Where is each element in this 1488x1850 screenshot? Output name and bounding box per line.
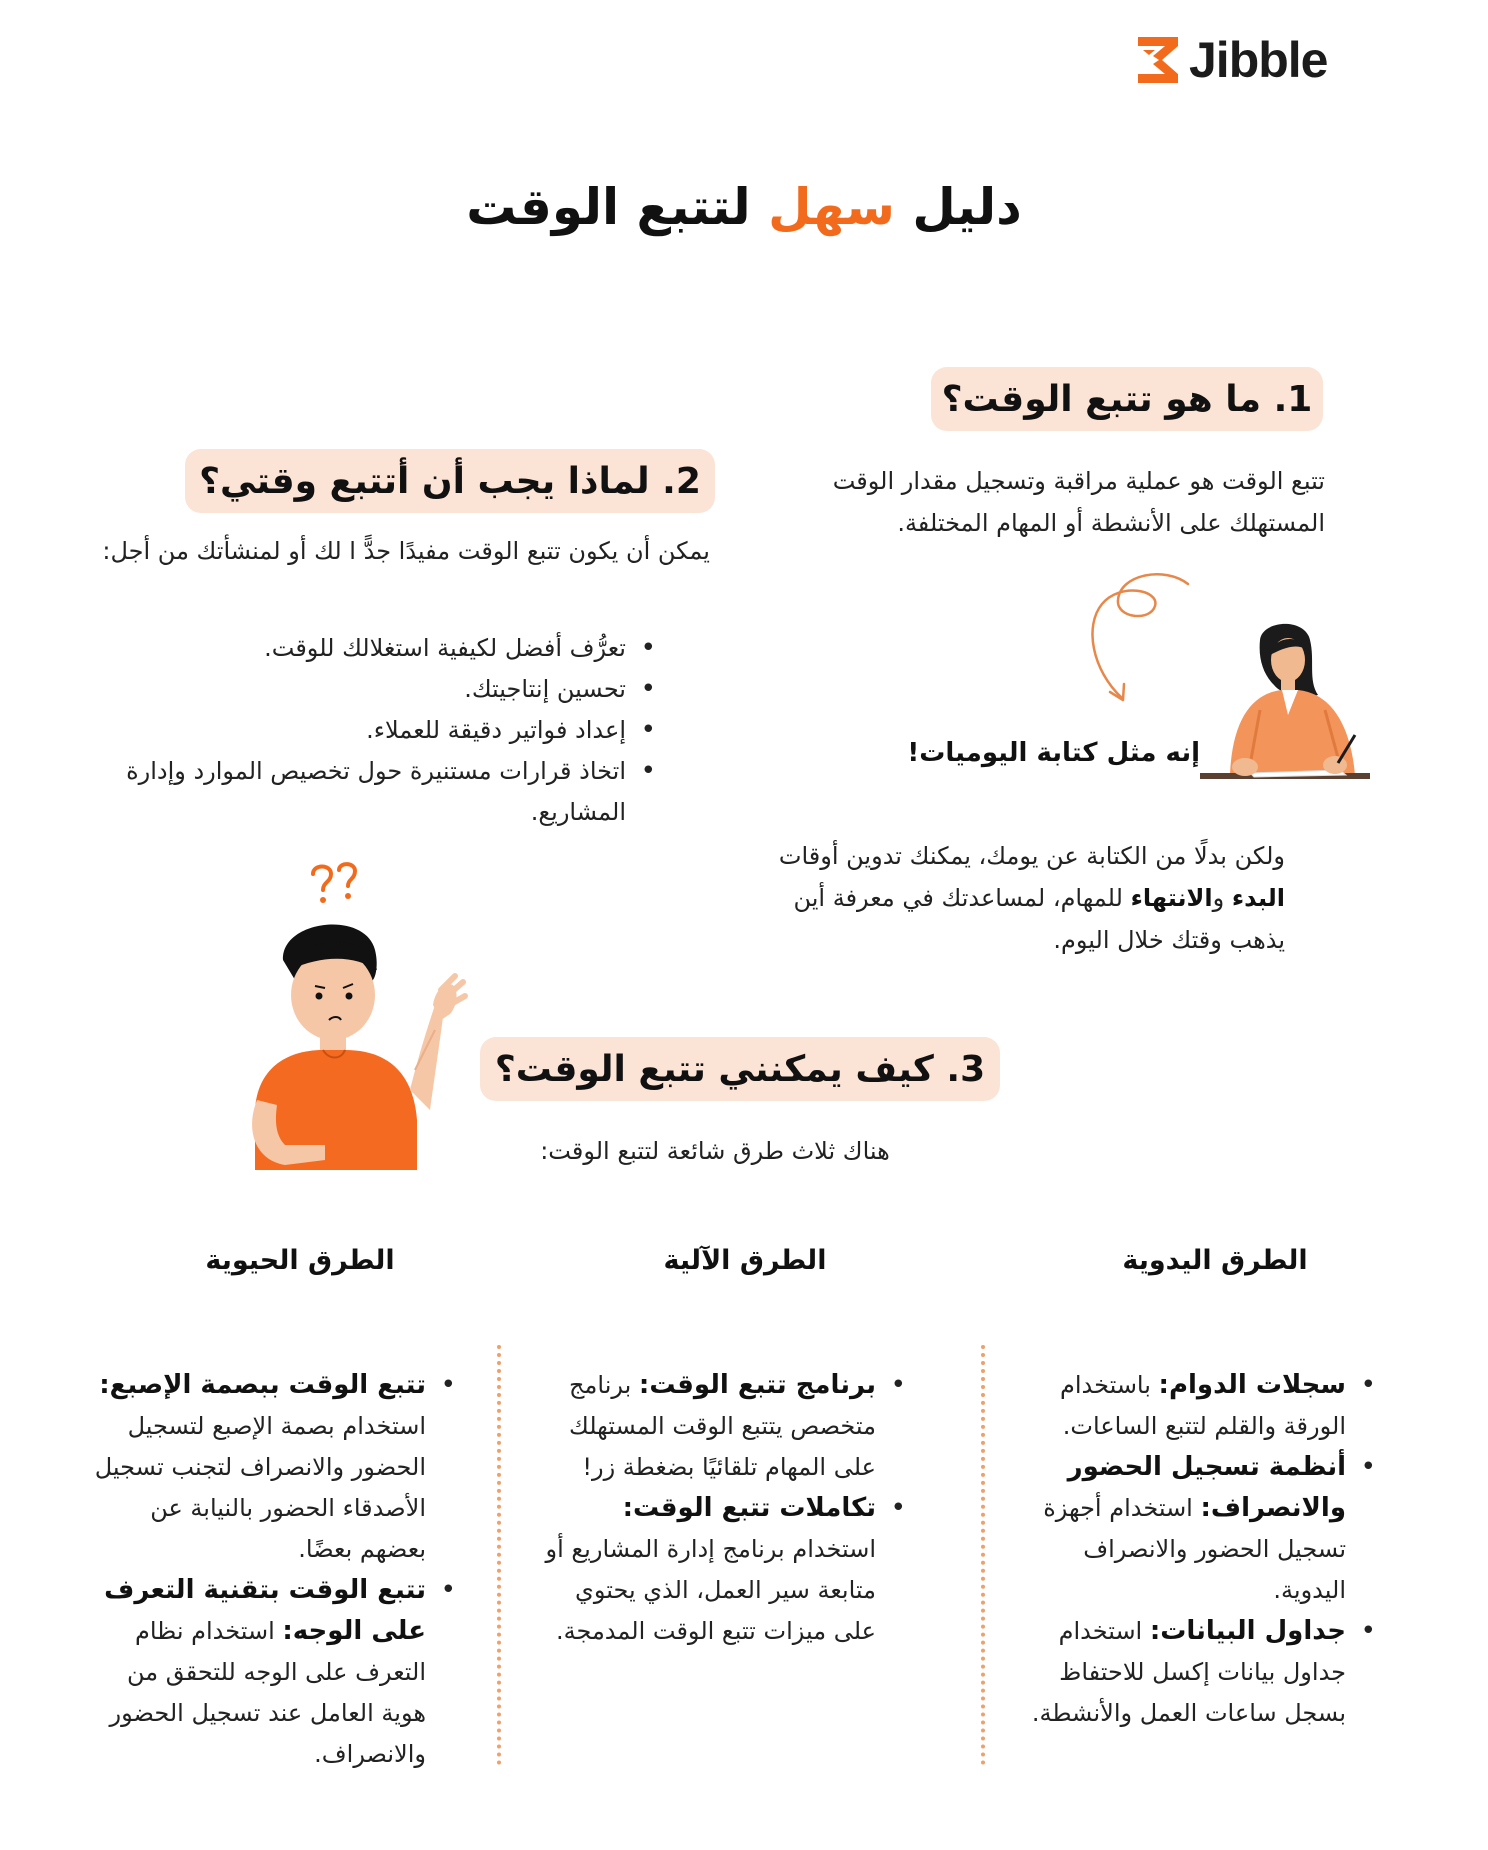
brand-name: Jibble <box>1189 32 1328 88</box>
list-item: • اتخاذ قرارات مستنيرة حول تخصيص الموارد وإدارة المشاريع. <box>120 751 660 833</box>
item-term: تكاملات تتبع الوقت: <box>622 1493 876 1523</box>
diary-end-word: الانتهاء <box>1130 884 1213 912</box>
item-term: أنظمة تسجيل الحضور والانصراف: <box>1067 1452 1346 1523</box>
item-term: تتبع الوقت ببصمة الإصبع: <box>99 1370 426 1400</box>
list-item <box>80 1365 460 1570</box>
item-term: جداول البيانات: <box>1149 1616 1346 1646</box>
diary-start-word: البدء <box>1231 884 1285 912</box>
item-term: تتبع الوقت بتقنية التعرف على الوجه: <box>104 1575 426 1646</box>
curly-arrow-icon <box>1080 570 1190 710</box>
biometric-methods-list <box>80 1365 460 1775</box>
jibble-logo <box>1135 30 1360 90</box>
list-item <box>540 1488 910 1652</box>
column-divider <box>497 1345 501 1765</box>
automatic-methods-list <box>540 1365 910 1652</box>
column-title-manual: الطرق اليدوية <box>1122 1245 1308 1276</box>
woman-writing-illustration <box>1190 615 1370 795</box>
title-accent: سهل <box>768 178 895 236</box>
title-suffix: لتتبع الوقت <box>466 178 769 236</box>
section1-body: تتبع الوقت هو عملية مراقبة وتسجيل مقدار الوقت المستهلك على الأنشطة أو المهام المختلفة. <box>832 467 1325 537</box>
diary-label: إنه مثل كتابة اليوميات! <box>907 738 1200 768</box>
list-item: • تعرُّف أفضل لكيفية استغلالك للوقت. <box>120 628 660 669</box>
section1-heading: 1. ما هو تتبع الوقت؟ <box>931 367 1323 431</box>
diary-and: و <box>1212 884 1232 912</box>
item-desc: استخدام بصمة الإصبع لتسجيل الحضور والانصراف لتجنب تسجيل الأصدقاء الحضور بالنيابة عن بعضهم بعضًا. <box>94 1412 426 1563</box>
manual-methods-list <box>1010 1365 1380 1734</box>
item-desc: استخدام جداول بيانات إكسل للاحتفاظ بسجل ساعات العمل والأنشطة. <box>1031 1617 1346 1727</box>
item-desc: باستخدام الورقة والقلم لتتبع الساعات. <box>1059 1371 1346 1440</box>
jibble-logo-icon <box>1135 34 1181 86</box>
item-desc: استخدام أجهزة تسجيل الحضور والانصراف اليدوية. <box>1043 1494 1346 1604</box>
list-item: • إعداد فواتير دقيقة للعملاء. <box>120 710 660 751</box>
item-term: برنامج تتبع الوقت: <box>638 1370 876 1400</box>
diary-text-1: ولكن بدلًا من الكتابة عن يومك، يمكنك تدوين أوقات <box>778 842 1285 870</box>
list-item <box>1010 1447 1380 1611</box>
item-desc: استخدام برنامج إدارة المشاريع أو متابعة سير العمل، الذي يحتوي على ميزات تتبع الوقت المدمجة. <box>545 1535 876 1645</box>
item-desc: استخدام نظام التعرف على الوجه للتحقق من هوية العامل عند تسجيل الحضور والانصراف. <box>109 1617 426 1768</box>
diary-text-2: للمهام، لمساعدتك في معرفة أين يذهب وقتك خلال اليوم. <box>793 884 1285 954</box>
item-term: سجلات الدوام: <box>1158 1370 1346 1400</box>
list-item <box>540 1365 910 1488</box>
list-item: • تحسين إنتاجيتك. <box>120 669 660 710</box>
list-item <box>1010 1611 1380 1734</box>
section3-intro: هناك ثلاث طرق شائعة لتتبع الوقت: <box>540 1137 890 1165</box>
confused-man-illustration <box>245 910 470 1180</box>
section3-heading: 3. كيف يمكنني تتبع الوقت؟ <box>480 1037 1000 1101</box>
column-divider <box>981 1345 985 1765</box>
item-desc: برنامج متخصص يتتبع الوقت المستهلك على المهام تلقائيًا بضغطة زر! <box>568 1371 876 1481</box>
section2-heading: 2. لماذا يجب أن أتتبع وقتي؟ <box>185 449 715 513</box>
page-title <box>0 178 1488 236</box>
column-title-biometric: الطرق الحيوية <box>205 1245 395 1276</box>
list-item <box>80 1570 460 1775</box>
question-marks-icon <box>305 860 365 910</box>
section2-intro: يمكن أن يكون تتبع الوقت مفيدًا جدًّ ا لك أو لمنشأتك من أجل: <box>102 537 710 565</box>
list-item <box>1010 1365 1380 1447</box>
column-title-automatic: الطرق الآلية <box>663 1245 827 1276</box>
section2-bullets <box>120 628 660 833</box>
title-prefix: دليل <box>894 178 1022 236</box>
diary-paragraph <box>740 835 1285 961</box>
